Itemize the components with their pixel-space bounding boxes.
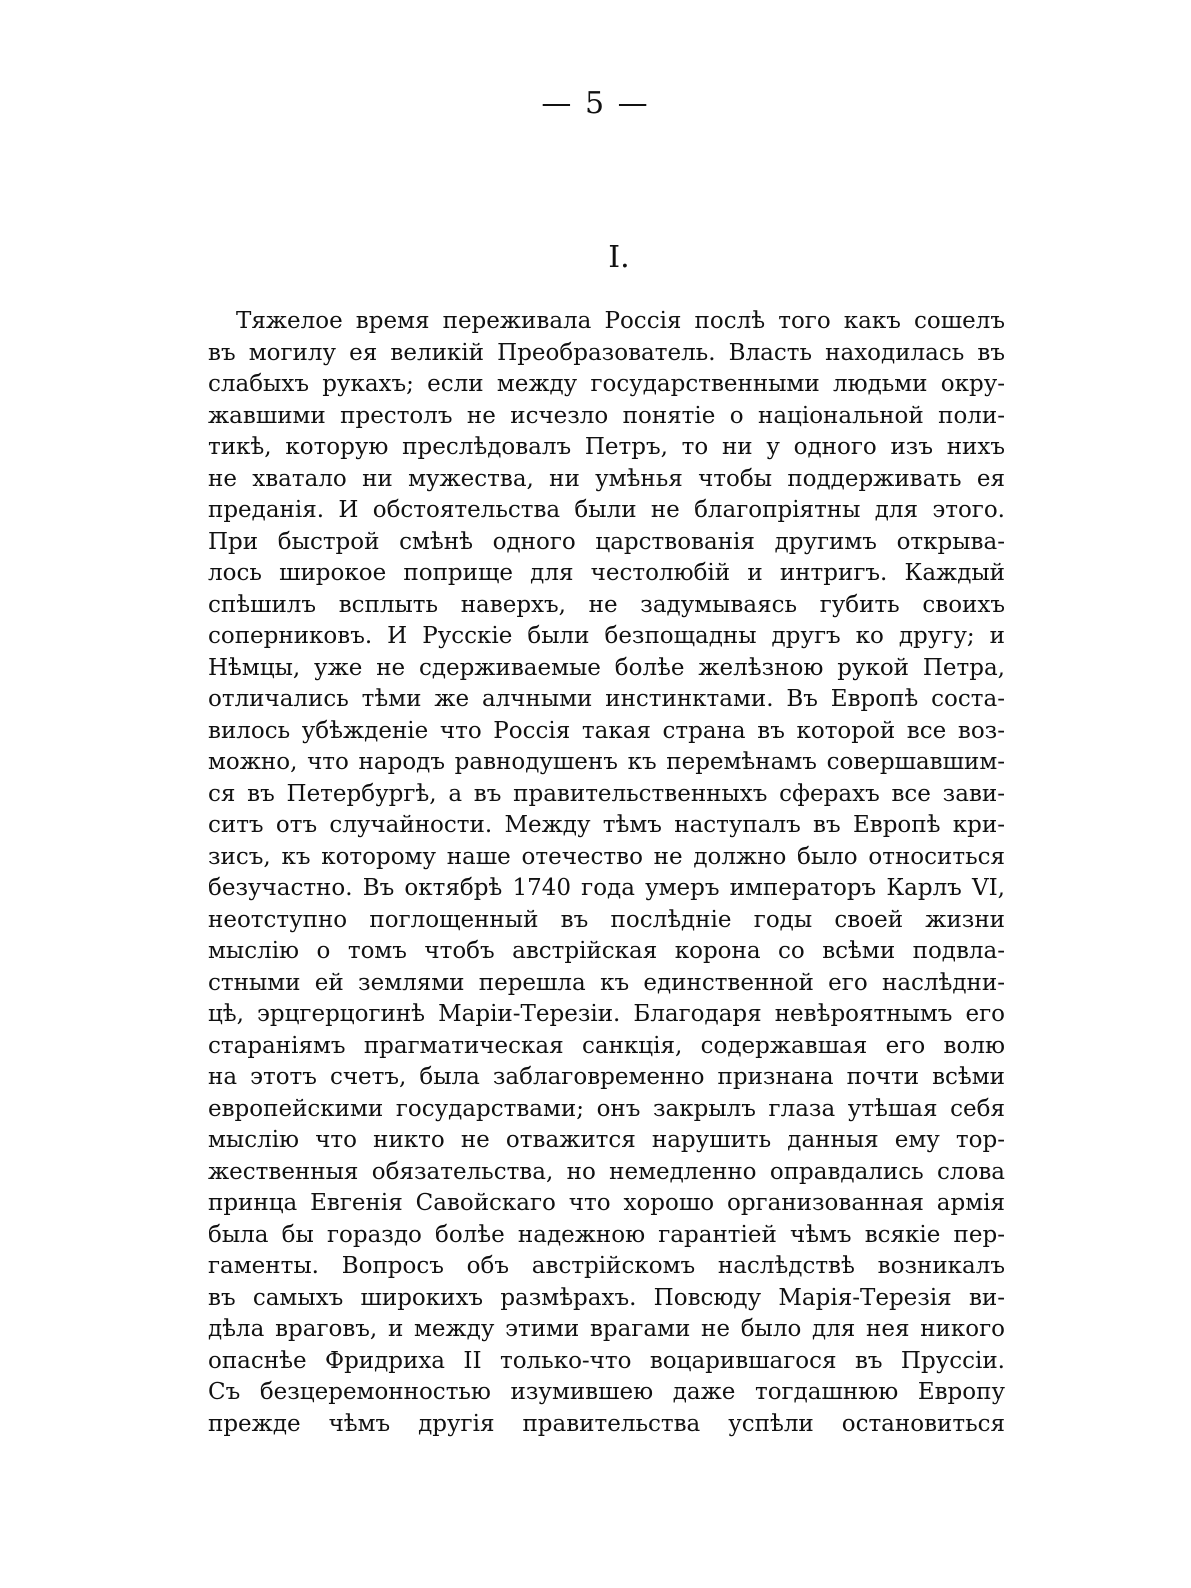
- text-line: преданія. И обстоятельства были не благопріятны для этого.: [208, 497, 1005, 523]
- text-line: жавшими престолъ не исчезло понятіе о національной поли-: [208, 402, 1005, 429]
- page-number: — 5 —: [541, 86, 650, 121]
- text-line: ся въ Петербургѣ, а въ правительственныхъ сферахъ все зави-: [208, 780, 1005, 807]
- body-text: [208, 306, 1005, 1440]
- text-line: слабыхъ рукахъ; если между государственными людьми окру-: [208, 371, 1005, 397]
- text-line: была бы гораздо болѣе надежною гарантіей чѣмъ всякіе пер-: [208, 1221, 1005, 1248]
- text-line: Нѣмцы, уже не сдерживаемые болѣе желѣзною рукой Петра,: [208, 654, 1005, 681]
- text-line: стараніямъ прагматическая санкція, содержавшая его волю: [208, 1032, 1005, 1059]
- text-line: прежде чѣмъ другія правительства успѣли остановиться: [208, 1410, 1005, 1437]
- text-line: жественныя обязательства, но немедленно оправдались слова: [208, 1158, 1005, 1185]
- text-line: не хватало ни мужества, ни умѣнья чтобы поддерживать ея: [208, 465, 1005, 492]
- text-line: стными ей землями перешла къ единственной его наслѣдни-: [208, 969, 1005, 996]
- text-line: мыслію что никто не отважится нарушить данныя ему тор-: [208, 1127, 1005, 1153]
- text-line: соперниковъ. И Русскіе были безпощадны другъ ко другу; и: [208, 623, 1005, 649]
- text-line: тикѣ, которую преслѣдовалъ Петръ, то ни у одного изъ нихъ: [208, 434, 1005, 460]
- text-line: вилось убѣжденіе что Россія такая страна въ которой все воз-: [208, 717, 1005, 744]
- text-line: въ самыхъ широкихъ размѣрахъ. Повсюду Марія-Терезія ви-: [208, 1284, 1005, 1311]
- text-line: въ могилу ея великій Преобразователь. Власть находилась въ: [208, 339, 1005, 366]
- chapter-heading: I.: [608, 240, 630, 275]
- text-line: можно, что народъ равнодушенъ къ перемѣнамъ совершавшим-: [208, 749, 1005, 775]
- text-line: цѣ, эрцгерцогинѣ Маріи-Терезіи. Благодаря невѣроятнымъ его: [208, 1001, 1005, 1027]
- text-line: отличались тѣми же алчными инстинктами. Въ Европѣ соста-: [208, 686, 1005, 712]
- text-line: ситъ отъ случайности. Между тѣмъ наступалъ въ Европѣ кри-: [208, 812, 1005, 838]
- text-line: мыслію о томъ чтобъ австрійская корона со всѣми подвла-: [208, 938, 1005, 964]
- text-line: спѣшилъ всплыть наверхъ, не задумываясь губить своихъ: [208, 591, 1005, 618]
- text-line: опаснѣе Фридриха II только-что воцарившагося въ Пруссіи.: [208, 1347, 1005, 1374]
- text-line: европейскими государствами; онъ закрылъ глаза утѣшая себя: [208, 1095, 1005, 1122]
- text-line: Съ безцеремонностью изумившею даже тогдашнюю Европу: [208, 1379, 1005, 1405]
- text-line: безучастно. Въ октябрѣ 1740 года умеръ императоръ Карлъ VI,: [208, 875, 1005, 901]
- text-line: на этотъ счетъ, была заблаговременно признана почти всѣми: [208, 1064, 1005, 1090]
- text-line: принца Евгенія Савойскаго что хорошо организованная армія: [208, 1190, 1005, 1216]
- text-line: неотступно поглощенный въ послѣдніе годы своей жизни: [208, 906, 1005, 933]
- text-line: гаменты. Вопросъ объ австрійскомъ наслѣдствѣ возникалъ: [208, 1253, 1005, 1279]
- text-line: Тяжелое время переживала Россія послѣ того какъ сошелъ: [236, 308, 1005, 334]
- text-line: зисъ, къ которому наше отечество не должно было относиться: [208, 843, 1005, 870]
- text-line: При быстрой смѣнѣ одного царствованія другимъ открыва-: [208, 528, 1005, 555]
- text-line: лось широкое поприще для честолюбій и интригъ. Каждый: [208, 560, 1005, 586]
- text-line: дѣла враговъ, и между этими врагами не было для нея никого: [208, 1316, 1005, 1342]
